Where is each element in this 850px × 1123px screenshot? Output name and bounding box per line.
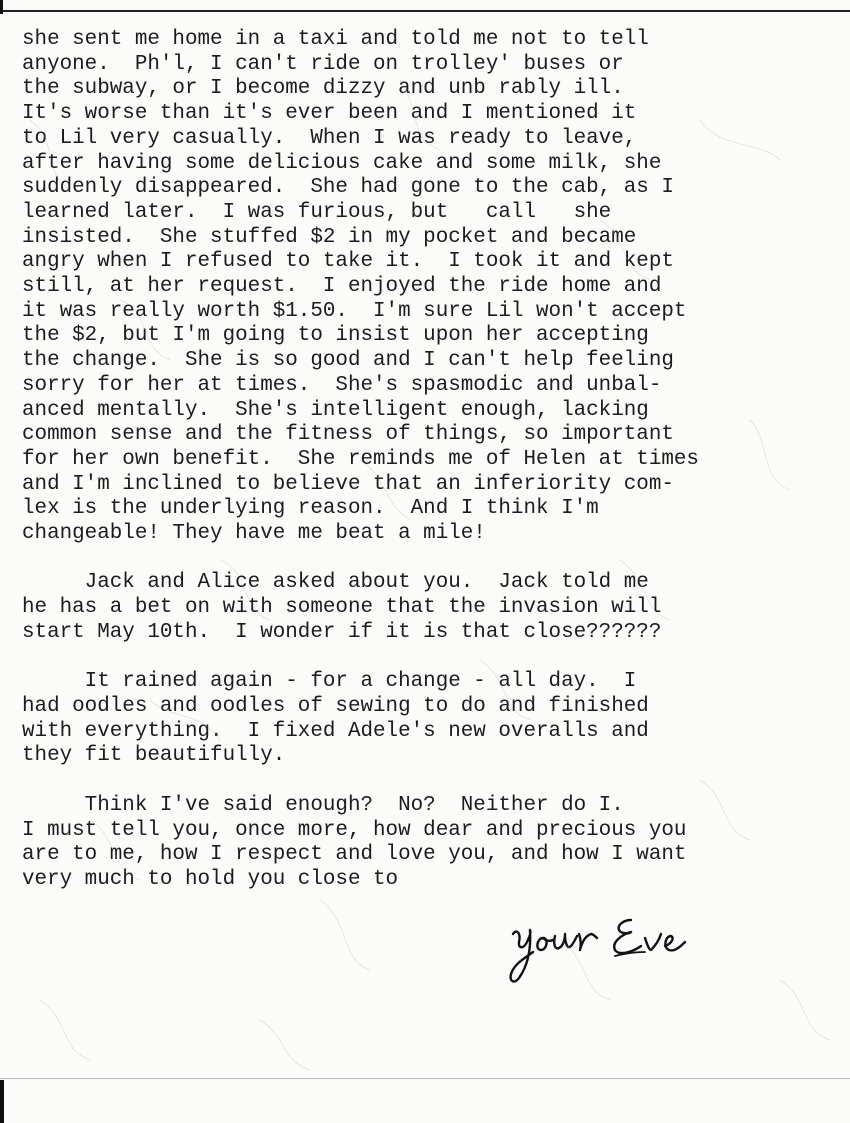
letter-line: sorry for her at times. She's spasmodic and unbal- xyxy=(22,373,662,397)
letter-line: they fit beautifully. xyxy=(22,744,286,768)
letter-line: are to me, how I respect and love you, and how I want xyxy=(22,843,687,867)
letter-line: start May 10th. I wonder if it is that close?????? xyxy=(22,620,662,644)
letter-line xyxy=(22,646,842,671)
letter-line: anced mentally. She's intelligent enough, lacking xyxy=(22,398,649,422)
page-bottom-edge xyxy=(0,1078,850,1079)
page-left-edge-top xyxy=(0,0,3,14)
letter-line: It's worse than it's ever been and I mentioned it xyxy=(22,102,637,126)
letter-line: the change. She is so good and I can't help feeling xyxy=(22,349,674,373)
letter-line: I must tell you, once more, how dear and precious you xyxy=(22,818,687,842)
page-left-edge-bottom xyxy=(0,1080,4,1123)
letter-line: angry when I refused to take it. I took it and kept xyxy=(22,250,674,274)
letter-line: common sense and the fitness of things, so important xyxy=(22,423,674,447)
letter-line: Jack and Alice asked about you. Jack told me xyxy=(22,571,649,595)
letter-line: insisted. She stuffed $2 in my pocket and became xyxy=(22,225,637,249)
letter-line: he has a bet on with someone that the invasion will xyxy=(22,596,662,620)
letter-line: very much to hold you close to xyxy=(22,867,399,891)
letter-line: changeable! They have me beat a mile! xyxy=(22,522,486,546)
letter-line: the $2, but I'm going to insist upon her accepting xyxy=(22,324,649,348)
letter-line: the subway, or I become dizzy and unb rably ill. xyxy=(22,77,624,101)
page-top-edge xyxy=(0,10,850,12)
signature-icon xyxy=(505,912,705,1002)
letter-line: still, at her request. I enjoyed the ride home and xyxy=(22,275,662,299)
letter-body xyxy=(22,28,842,893)
letter-line: it was really worth $1.50. I'm sure Lil won't accept xyxy=(22,299,687,323)
letter-line: had oodles and oodles of sewing to do and finished xyxy=(22,694,649,718)
handwritten-signature xyxy=(505,912,705,1002)
letter-line xyxy=(22,547,842,572)
letter-line: she sent me home in a taxi and told me not to tell xyxy=(22,28,649,51)
letter-line: anyone. Ph'l, I can't ride on trolley' buses or xyxy=(22,52,624,76)
letter-line: learned later. I was furious, but call she xyxy=(22,200,612,224)
letter-line: suddenly disappeared. She had gone to the cab, as I xyxy=(22,176,674,200)
letter-line: for her own benefit. She reminds me of Helen at times xyxy=(22,447,699,471)
letter-line: lex is the underlying reason. And I think I'm xyxy=(22,497,599,521)
letter-line: after having some delicious cake and some milk, she xyxy=(22,151,662,175)
letter-line: with everything. I fixed Adele's new overalls and xyxy=(22,719,649,743)
letter-line: Think I've said enough? No? Neither do I. xyxy=(22,793,624,817)
letter-line xyxy=(22,769,842,794)
letter-line: It rained again - for a change - all day. I xyxy=(22,670,637,694)
letter-line: to Lil very casually. When I was ready to leave, xyxy=(22,126,637,150)
letter-line: and I'm inclined to believe that an inferiority com- xyxy=(22,472,674,496)
